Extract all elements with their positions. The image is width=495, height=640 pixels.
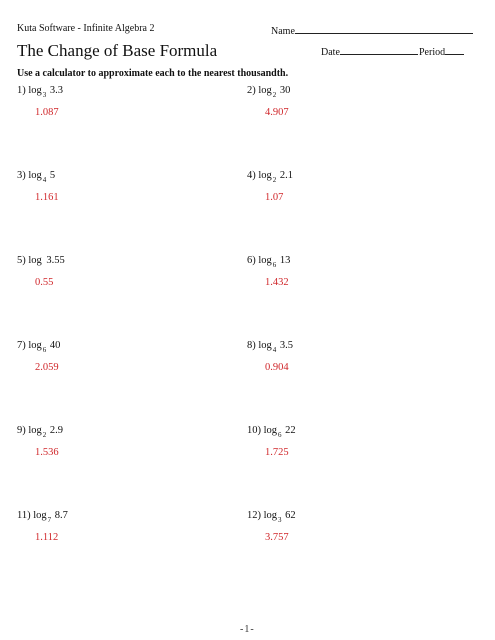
- answer-text: 0.904: [265, 362, 289, 373]
- log-argument: 3.5: [279, 340, 294, 351]
- log-label: log: [258, 85, 272, 96]
- date-line: [340, 44, 418, 55]
- problem-number: 5): [17, 255, 26, 266]
- answer-text: 1.087: [35, 107, 59, 118]
- log-base: 6: [272, 261, 277, 269]
- log-label: log: [258, 255, 272, 266]
- log-argument: 40: [49, 340, 61, 351]
- answer-text: 0.55: [35, 277, 54, 288]
- log-label: log: [28, 170, 42, 181]
- answer-text: 1.161: [35, 192, 59, 203]
- name-field[interactable]: [271, 23, 473, 37]
- problem-number: 12): [247, 510, 261, 521]
- name-line: [295, 23, 473, 34]
- problem-number: 3): [17, 170, 26, 181]
- log-label: log: [258, 340, 272, 351]
- answer-text: 1.112: [35, 532, 59, 543]
- log-base: 3: [278, 516, 282, 524]
- page-number: -1-: [240, 624, 255, 635]
- log-base: 4: [42, 176, 47, 184]
- log-base: 3: [42, 91, 47, 99]
- log-base: 2: [272, 91, 277, 99]
- name-label: Name: [271, 26, 295, 37]
- log-label: log: [28, 340, 42, 351]
- problem-number: 6): [247, 255, 256, 266]
- log-base: 6: [278, 431, 282, 439]
- problem-number: 1): [17, 85, 26, 96]
- problem-item: [17, 170, 56, 184]
- date-field[interactable]: [321, 44, 418, 58]
- problem-item: [247, 170, 294, 184]
- problem-number: 7): [17, 340, 26, 351]
- log-base: 2: [42, 431, 47, 439]
- answer-text: 3.757: [265, 532, 289, 543]
- problem-number: 9): [17, 425, 26, 436]
- problem-item: [17, 425, 64, 439]
- problem-number: 11): [17, 510, 31, 521]
- log-argument: 30: [279, 85, 291, 96]
- problem-item: [247, 510, 296, 524]
- log-label: log: [28, 85, 42, 96]
- answer-text: 1.536: [35, 447, 59, 458]
- log-argument: 3.3: [49, 85, 64, 96]
- date-label: Date: [321, 47, 340, 58]
- problem-item: [17, 85, 64, 99]
- problem-item: [247, 85, 291, 99]
- answer-text: 2.059: [35, 362, 59, 373]
- period-label: Period: [419, 47, 446, 58]
- software-label: Kuta Software - Infinite Algebra 2: [17, 23, 155, 34]
- answer-text: 1.725: [265, 447, 289, 458]
- answer-text: 1.432: [265, 277, 289, 288]
- problem-item: [247, 340, 294, 354]
- log-label: log: [33, 510, 47, 521]
- log-argument: 2.9: [49, 425, 64, 436]
- log-label: log: [263, 510, 278, 521]
- answer-text: 4.907: [265, 107, 289, 118]
- period-line: [445, 44, 464, 55]
- problem-number: 4): [247, 170, 256, 181]
- problem-item: [247, 425, 296, 439]
- problem-number: 8): [247, 340, 256, 351]
- period-field[interactable]: [419, 44, 464, 58]
- log-argument: 3.55: [46, 255, 65, 266]
- page-title: The Change of Base Formula: [17, 41, 218, 60]
- problem-item: [17, 510, 68, 524]
- log-argument: 22: [285, 425, 296, 436]
- problem-number: 2): [247, 85, 256, 96]
- log-base: 2: [272, 176, 277, 184]
- log-label: log: [28, 255, 42, 266]
- problem-item: [17, 340, 61, 354]
- problem-number: 10): [247, 425, 261, 436]
- log-base: 7: [47, 516, 52, 524]
- log-base: 4: [272, 346, 277, 354]
- log-argument: 5: [49, 170, 56, 181]
- log-argument: 13: [279, 255, 291, 266]
- answer-text: 1.07: [265, 192, 284, 203]
- log-label: log: [263, 425, 278, 436]
- log-argument: 8.7: [54, 510, 68, 521]
- log-argument: 62: [285, 510, 296, 521]
- log-argument: 2.1: [279, 170, 294, 181]
- problem-item: [247, 255, 291, 269]
- instructions: Use a calculator to approximate each to the nearest thousandth.: [17, 68, 289, 79]
- problem-item: [17, 255, 65, 266]
- log-label: log: [258, 170, 272, 181]
- log-base: 6: [42, 346, 47, 354]
- log-label: log: [28, 425, 42, 436]
